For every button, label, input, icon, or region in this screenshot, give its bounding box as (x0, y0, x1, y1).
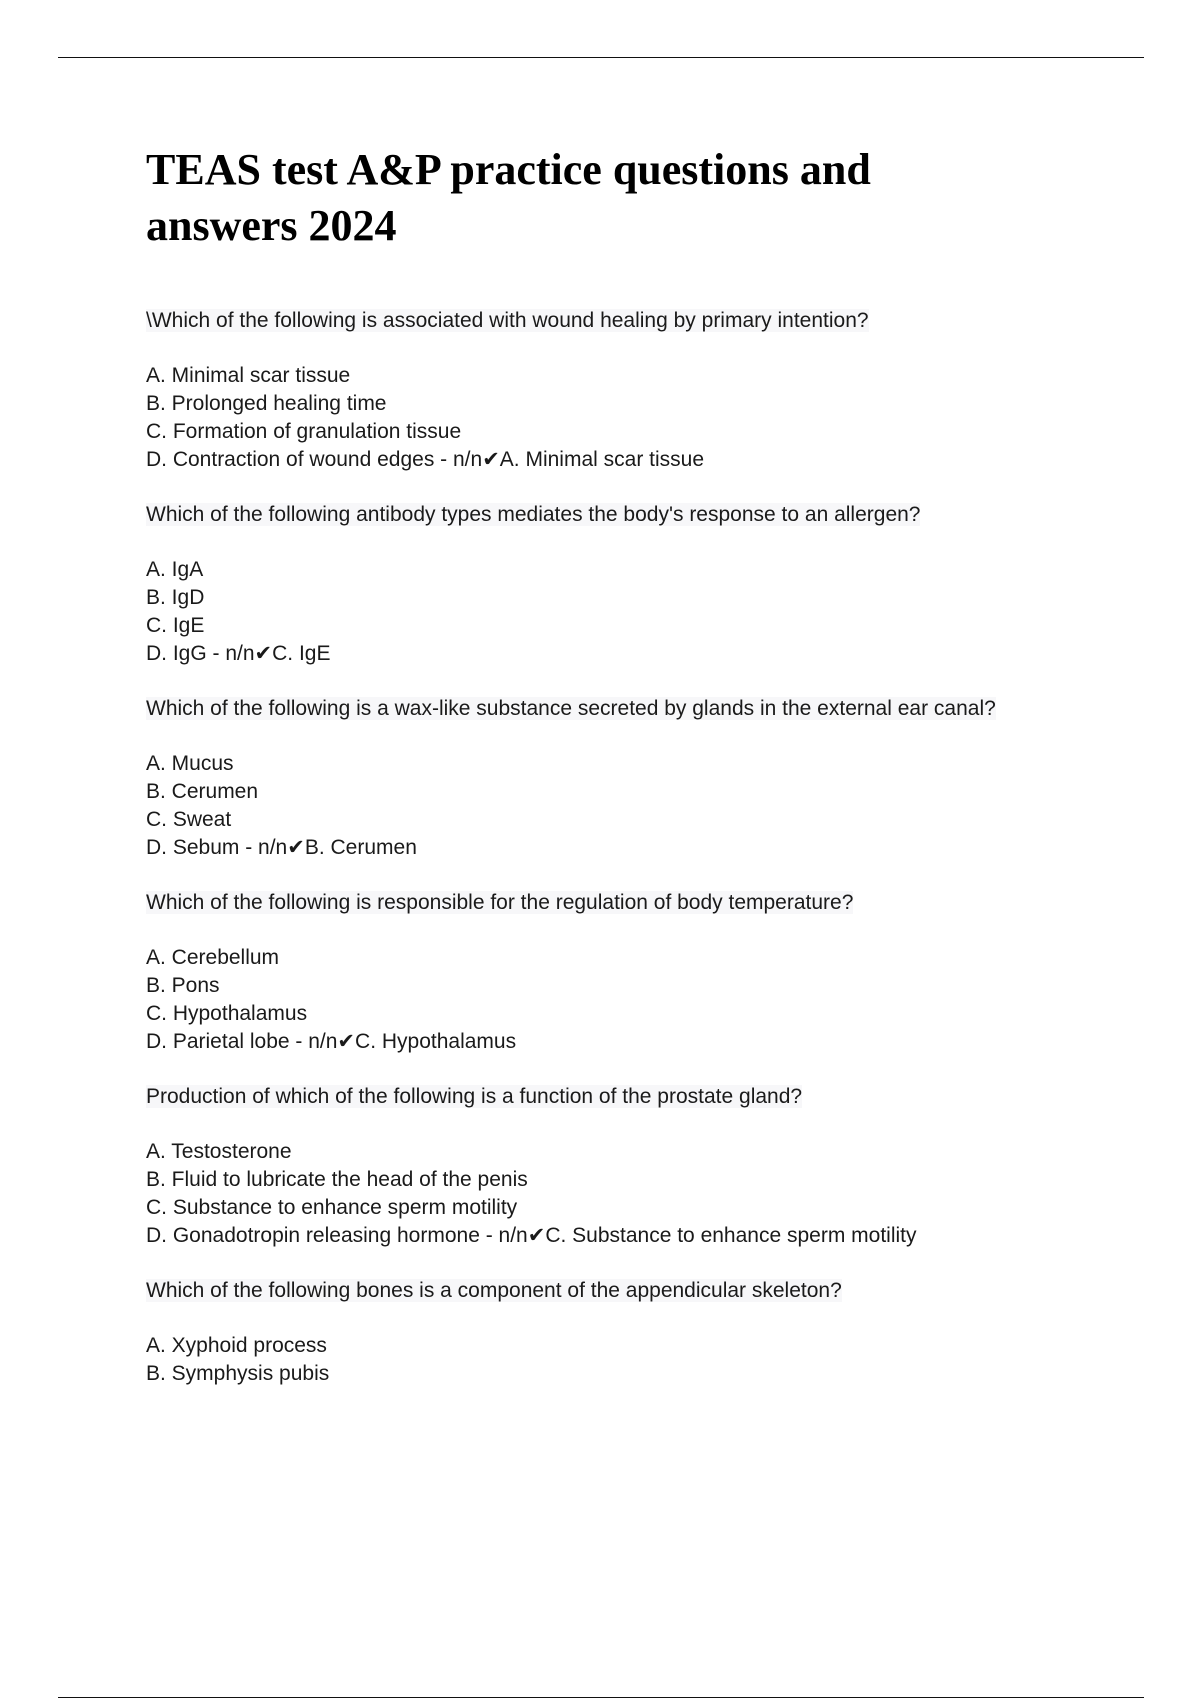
option-d-with-answer: D. IgG - n/n✔C. IgE (146, 642, 331, 665)
question-block-6 (146, 1277, 1106, 1388)
question-text: Which of the following antibody types mediates the body's response to an allergen? (146, 503, 921, 526)
option-a: A. IgA (146, 558, 204, 581)
question-block-2 (146, 501, 1106, 668)
question-block-5 (146, 1083, 1106, 1250)
question-text: Which of the following bones is a component of the appendicular skeleton? (146, 1279, 842, 1302)
answer-options (146, 1138, 1106, 1250)
answer-options (146, 944, 1106, 1056)
option-d-with-answer: D. Sebum - n/n✔B. Cerumen (146, 836, 417, 859)
option-d-with-answer: D. Gonadotropin releasing hormone - n/n✔C. Substance to enhance sperm motility (146, 1224, 917, 1247)
answer-options (146, 750, 1106, 862)
option-a: A. Mucus (146, 752, 234, 775)
question-text: Which of the following is a wax-like substance secreted by glands in the external ear canal? (146, 697, 996, 720)
option-d-with-answer: D. Parietal lobe - n/n✔C. Hypothalamus (146, 1030, 517, 1053)
question-block-3 (146, 695, 1106, 862)
option-a: A. Cerebellum (146, 946, 280, 969)
option-a: A. Testosterone (146, 1140, 292, 1163)
option-b: B. Prolonged healing time (146, 392, 387, 415)
answer-options (146, 362, 1106, 474)
question-block-4 (146, 889, 1106, 1056)
option-c: C. Hypothalamus (146, 1002, 308, 1025)
option-c: C. IgE (146, 614, 205, 637)
bottom-rule (58, 1697, 1144, 1698)
option-b: B. Symphysis pubis (146, 1362, 330, 1385)
option-b: B. Pons (146, 974, 220, 997)
option-b: B. IgD (146, 586, 205, 609)
option-c: C. Formation of granulation tissue (146, 420, 462, 443)
answer-options (146, 556, 1106, 668)
page-title-line-2: answers 2024 (146, 201, 397, 250)
option-c: C. Sweat (146, 808, 232, 831)
question-text: Which of the following is responsible for the regulation of body temperature? (146, 891, 854, 914)
option-b: B. Cerumen (146, 780, 259, 803)
page-title-line-1: TEAS test A&P practice questions and (146, 145, 871, 194)
option-d-with-answer: D. Contraction of wound edges - n/n✔A. Minimal scar tissue (146, 448, 705, 471)
option-c: C. Substance to enhance sperm motility (146, 1196, 518, 1219)
question-block-1 (146, 307, 1106, 474)
question-text: Production of which of the following is a function of the prostate gland? (146, 1085, 803, 1108)
option-a: A. Xyphoid process (146, 1334, 327, 1357)
page-title (146, 142, 1106, 254)
top-rule (58, 57, 1144, 58)
document-body (146, 142, 1106, 1415)
option-b: B. Fluid to lubricate the head of the penis (146, 1168, 528, 1191)
answer-options (146, 1332, 1106, 1388)
option-a: A. Minimal scar tissue (146, 364, 351, 387)
question-text: \Which of the following is associated with wound healing by primary intention? (146, 309, 869, 332)
